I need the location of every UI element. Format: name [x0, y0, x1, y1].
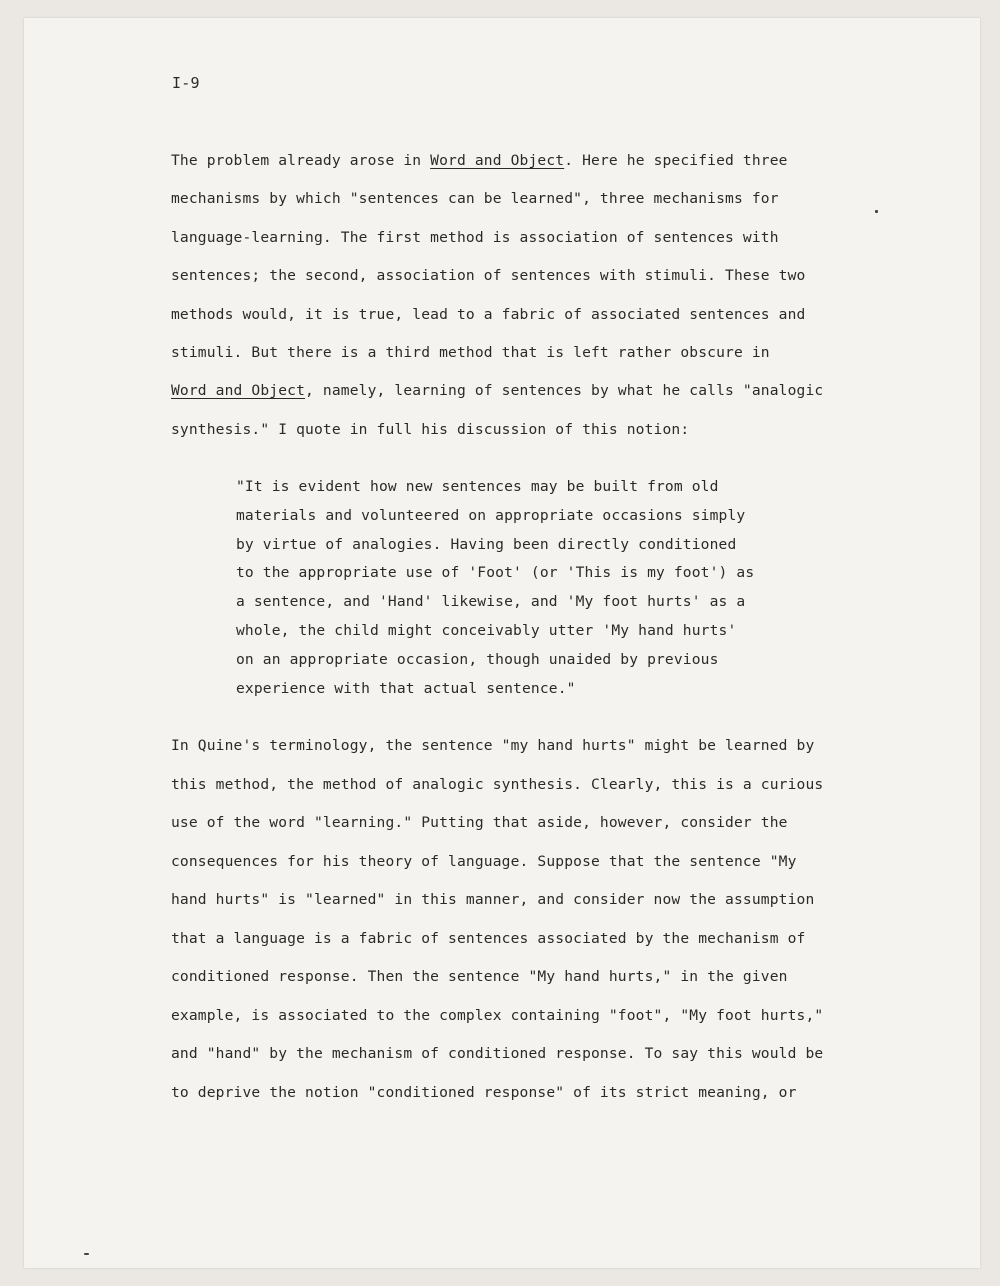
quote-line: "It is evident how new sentences may be built from old	[236, 478, 719, 495]
paragraph-2	[171, 727, 823, 1112]
block-quote	[236, 473, 754, 703]
text-line: consequences for his theory of language. Suppose that the sentence "My	[171, 852, 797, 870]
quote-line: experience with that actual sentence."	[236, 679, 576, 697]
text-line: to deprive the notion "conditioned response" of its strict meaning, or	[171, 1083, 797, 1101]
text-line: this method, the method of analogic synthesis. Clearly, this is a curious	[171, 775, 824, 793]
text-line: that a language is a fabric of sentences associated by the mechanism of	[171, 929, 806, 947]
quote-line: a sentence, and 'Hand' likewise, and 'My foot hurts' as a	[236, 593, 746, 611]
text-line: methods would, it is true, lead to a fabric of associated sentences and	[171, 305, 806, 323]
text-line: hand hurts" is "learned" in this manner, and consider now the assumption	[171, 891, 815, 908]
text-line: language-learning. The first method is association of sentences with	[171, 228, 779, 246]
text-line: conditioned response. Then the sentence "My hand hurts," in the given	[171, 968, 788, 985]
stray-mark	[84, 1253, 89, 1255]
quote-line: whole, the child might conceivably utter 'My hand hurts'	[236, 621, 737, 639]
text-line: synthesis." I quote in full his discussion of this notion:	[171, 420, 690, 438]
text-span: The problem already arose in	[171, 152, 431, 169]
quote-line: by virtue of analogies. Having been directly conditioned	[236, 535, 737, 553]
text-span: . Here he specified three	[564, 152, 788, 169]
quote-line: materials and volunteered on appropriate occasions simply	[236, 506, 746, 524]
text-line: In Quine's terminology, the sentence "my hand hurts" might be learned by	[171, 737, 815, 754]
book-title-underlined: Word and Object	[430, 152, 565, 169]
text-line: example, is associated to the complex containing "foot", "My foot hurts,"	[171, 1006, 824, 1024]
page-number: I-9	[172, 74, 200, 92]
text-line: use of the word "learning." Putting that aside, however, consider the	[171, 814, 788, 831]
text-span: , namely, learning of sentences by what he calls "analogic	[305, 382, 824, 400]
quote-line: to the appropriate use of 'Foot' (or 'This is my foot') as	[236, 564, 755, 582]
quote-line: on an appropriate occasion, though unaided by previous	[236, 650, 719, 668]
text-line: sentences; the second, association of sentences with stimuli. These two	[171, 267, 806, 285]
text-line: mechanisms by which "sentences can be learned", three mechanisms for	[171, 190, 779, 208]
text-line: and "hand" by the mechanism of conditioned response. To say this would be	[171, 1045, 824, 1062]
stray-mark	[875, 210, 878, 213]
text-line	[171, 372, 823, 410]
text-line	[171, 142, 823, 180]
text-line: stimuli. But there is a third method that is left rather obscure in	[171, 343, 770, 361]
paragraph-1	[171, 142, 823, 449]
book-title-underlined: Word and Object	[171, 382, 306, 400]
